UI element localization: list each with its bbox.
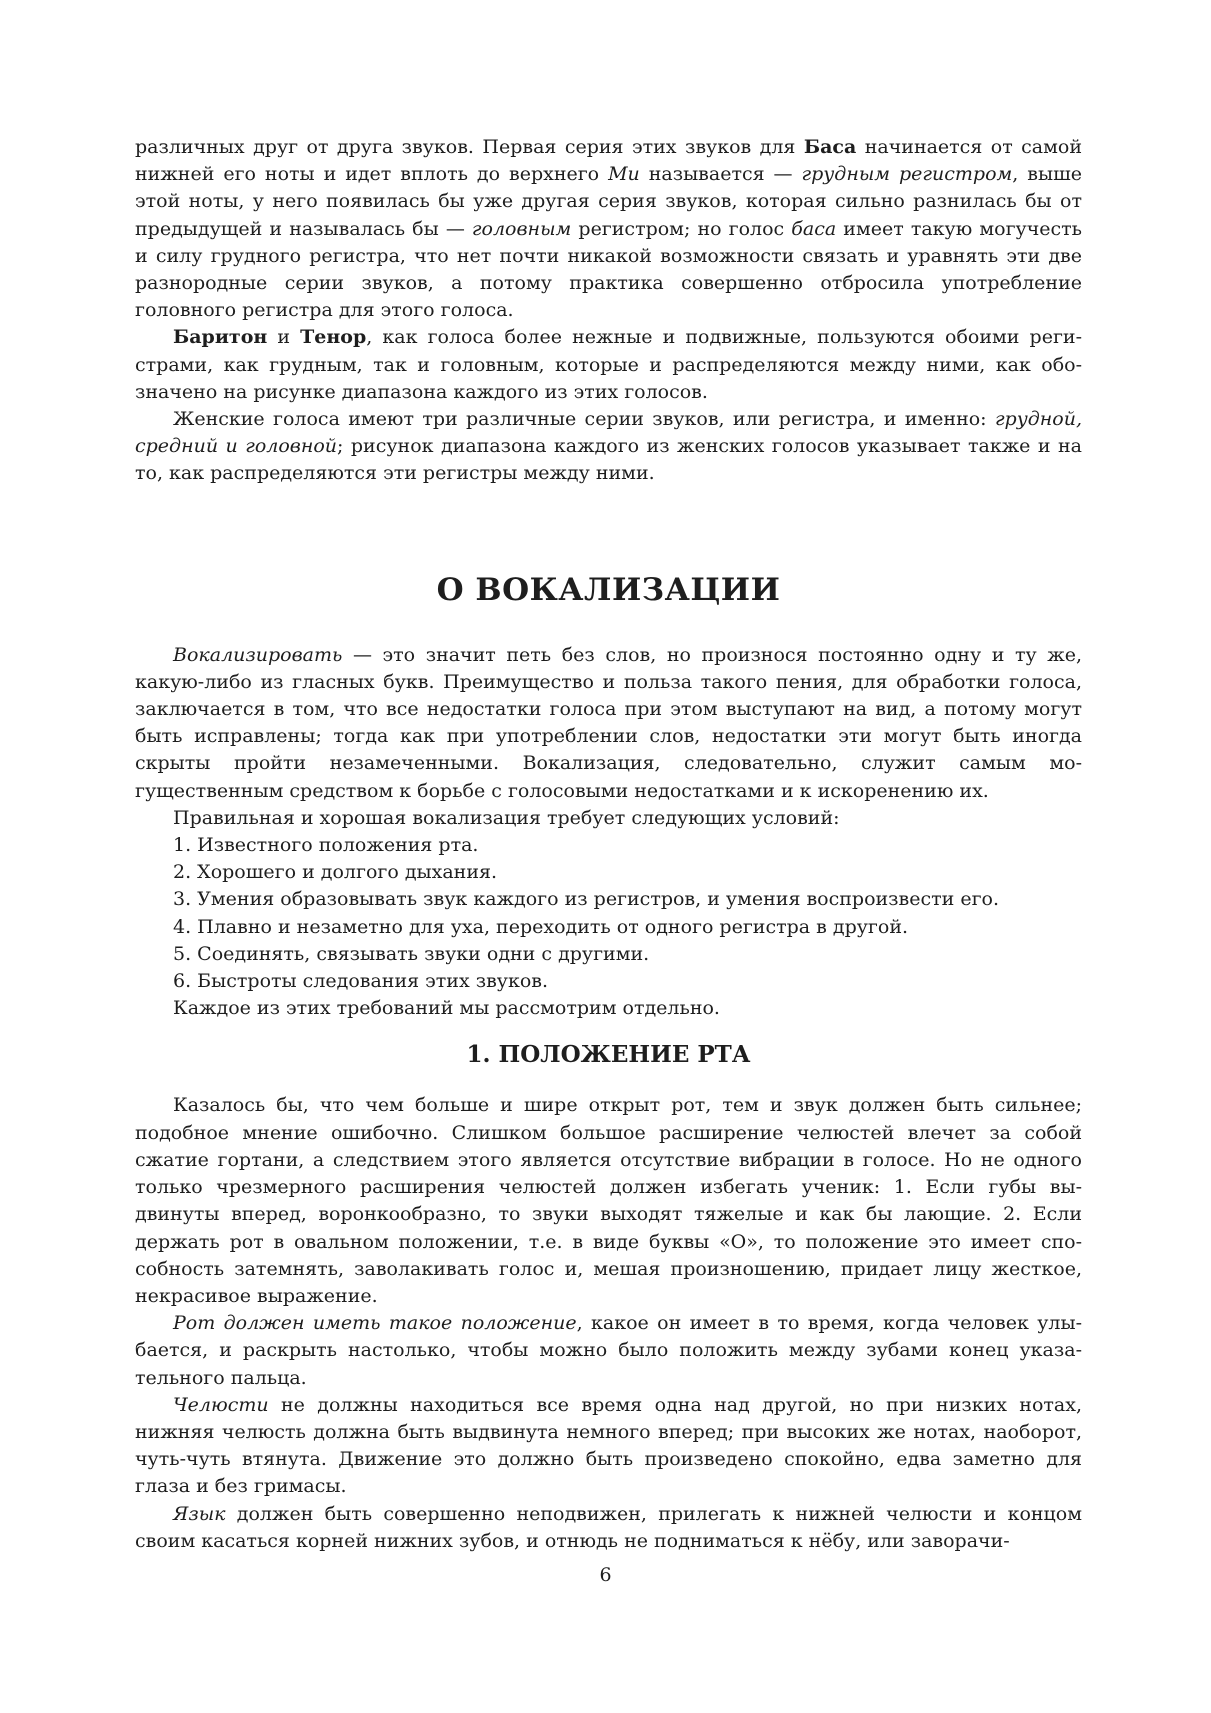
paragraph-consider-separately: Каждое из этих требований мы рассмотрим отдельно.	[173, 997, 720, 1020]
page-body	[135, 134, 1082, 1555]
term-registers-list: грудной, средний и головной	[135, 408, 1082, 458]
paragraph-conditions-intro: Правильная и хорошая вокализация требует следующих условий:	[173, 806, 840, 829]
paragraph-tongue: Язык должен быть совершенно неподвижен, прилегать к нижней челюсти и концом своим касаться корней нижних зубов, и отнюдь не подниматься к нёбу, или заворачи-	[135, 1502, 1082, 1552]
paragraph-jaws: Челюсти не должны находиться все время одна над другой, но при низких нотах, нижняя челюсть должна быть выдвинута немного вперед; при высоких же нотах, наоборот, чуть-чуть втянута. Движение это должно быть произведено спокойно, едва заметно для глаза и без гримасы.	[135, 1393, 1082, 1498]
term-chest-register: грудным регистром	[801, 163, 1013, 186]
term-mouth-position: Рот должен иметь такое положение	[173, 1312, 577, 1335]
term-head: головным	[471, 217, 572, 240]
term-bass: Баса	[803, 136, 857, 158]
list-item: 2. Хорошего и долгого дыхания.	[173, 861, 498, 884]
term-vocalize: Вокализировать	[173, 643, 343, 666]
paragraph-baritone-tenor: Баритон и Тенор, как голоса более нежные и подвижные, пользуются обоими регистрами, как грудным, так и головным, которые и распределяются между ними, как обозначено на рисунке диапазона каждого из этих голосов.	[135, 326, 1082, 403]
term-tenor: Тенор	[300, 326, 367, 349]
list-item: 4. Плавно и незаметно для уха, переходить от одного регистра в другой.	[173, 915, 909, 938]
list-item: 6. Быстроты следования этих звуков.	[173, 970, 549, 993]
page-number: 6	[599, 1564, 612, 1586]
term-jaws: Челюсти	[173, 1393, 269, 1416]
paragraph-mouth-opening: Казалось бы, что чем больше и шире открыт рот, тем и звук должен быть сильнее; подобное мнение ошибочно. Слишком большое расширение челюстей влечет за собой сжатие гортани, а следствием этого является отсутствие вибрации в голосе. Но не одного только чрезмерного расширения челюстей должен избегать ученик: 1. Если губы выдвинуты вперед, воронкообразно, то звуки выходят тяжелые и как бы лающие. 2. Если держать рот в овальном положении, т.е. в виде буквы «О», то положение это имеет способность затемнять, заволакивать голос и, мешая произношению, придает лицу жесткое, некрасивое выражение.	[135, 1094, 1082, 1307]
term-tongue: Язык	[173, 1502, 226, 1525]
paragraph-female-voices: Женские голоса имеют три различные серии звуков, или регистра, и именно: грудной, средний и головной; рисунок диапазона каждого из женских голосов указывает также и на то, как распределяются эти регистры между ними.	[135, 408, 1082, 485]
term-mi: Ми	[608, 163, 640, 186]
list-item: 3. Умения образовывать звук каждого из регистров, и умения воспроизвести его.	[173, 888, 1000, 911]
section-heading-vocalization: О ВОКАЛИЗАЦИИ	[436, 571, 781, 608]
term-bass-italic: баса	[791, 217, 837, 240]
paragraph-registers-bass: различных друг от друга звуков. Первая серия этих звуков для Баса начинается от самой нижней его ноты и идет вплоть до верхнего Ми называется — грудным регистром, выше этой ноты, у него появилась бы уже другая серия звуков, которая сильно разнилась бы от предыдущей и называлась бы — головным регистром; но голос баса имеет такую могучесть и силу грудного регистра, что нет почти никакой возможности связать и уравнять эти две разнородные серии звуков, а потому практика совершенно отбросила употребление головного регистра для этого голоса.	[135, 136, 1083, 322]
list-item: 1. Известного положения рта.	[173, 834, 479, 857]
subsection-heading-mouth-position: 1. ПОЛОЖЕНИЕ РТА	[466, 1041, 751, 1069]
paragraph-mouth-smile: Рот должен иметь такое положение, какое он имеет в то время, когда человек улыбается, и раскрыть настолько, чтобы можно было положить между зубами конец указательного пальца.	[135, 1312, 1082, 1389]
list-item: 5. Соединять, связывать звуки одни с другими.	[173, 942, 650, 965]
term-baritone: Баритон	[173, 326, 268, 349]
paragraph-vocalize-definition: Вокализировать — это значит петь без слов, но произнося постоянно одну и ту же, какую-либо из гласных букв. Преимущество и польза такого пения, для обработки голоса, заключается в том, что все недостатки голоса при этом выступают на вид, а потому могут быть исправлены; тогда как при употреблении слов, недостатки эти могут быть иногда скрыты пройти незамеченными. Вокализация, следовательно, служит самым могущественным средством к борьбе с голосовыми недостатками и к искоренению их.	[135, 643, 1082, 802]
